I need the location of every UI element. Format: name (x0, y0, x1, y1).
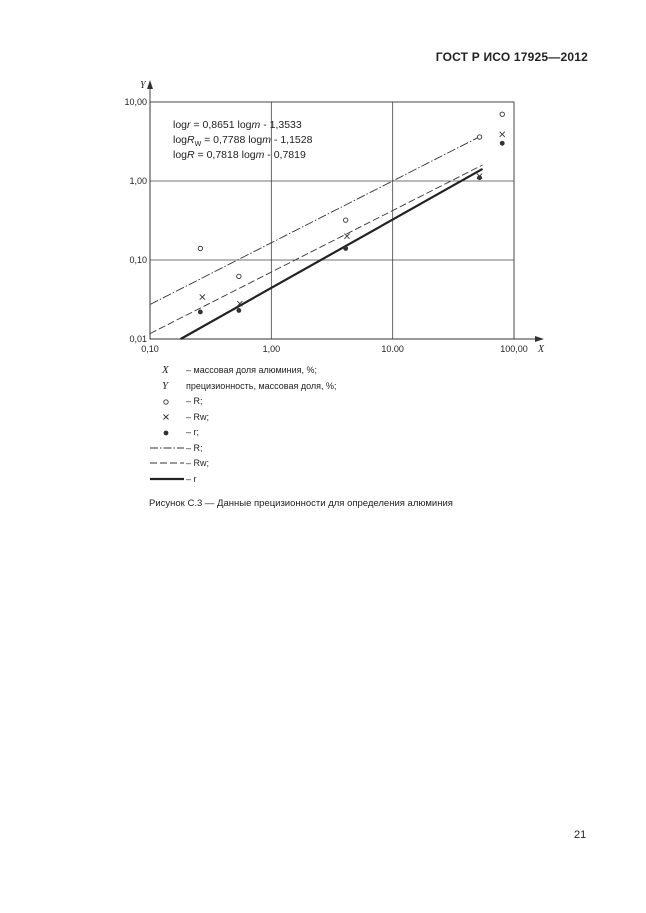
figure-caption: Рисунок С.3 — Данные прецизионности для определения алюминия (149, 498, 453, 509)
y-tick-label: 0,10 (129, 255, 147, 265)
legend-row-y (150, 379, 337, 395)
cross-icon (150, 413, 186, 421)
legend-row-open-circle (150, 394, 337, 410)
open-circle-point (198, 246, 202, 250)
y-axis-label: Y (140, 80, 146, 91)
cross-point (344, 234, 349, 239)
legend-row-dashdot (150, 441, 337, 457)
y-tick-label: 0,01 (129, 334, 147, 344)
chart-legend (150, 363, 337, 487)
filled-circle-point (343, 246, 348, 251)
legend-text-r-lower: – r; (186, 427, 200, 437)
open-circle-point (477, 135, 481, 139)
legend-row-cross (150, 410, 337, 426)
x-axis-label: X (538, 344, 545, 355)
legend-text-r-upper: – R; (186, 396, 203, 406)
legend-text-y: прецизионность, массовая доля, %; (186, 380, 337, 391)
filled-circle-icon (150, 429, 186, 437)
legend-row-x (150, 363, 337, 379)
open-circle-icon (150, 398, 186, 406)
legend-row-filled-circle (150, 425, 337, 441)
filled-circle-point (477, 175, 482, 180)
legend-text-r-lower-line: – r (186, 473, 197, 484)
page-number: 21 (574, 829, 587, 841)
equations (173, 119, 313, 161)
legend-text-rw-line: – Rw; (186, 458, 210, 468)
cross-point (200, 294, 205, 299)
legend-row-dashed (150, 456, 337, 472)
open-circle-point (343, 218, 347, 222)
open-circle-point (500, 112, 504, 116)
x-tick-label: 1,00 (262, 344, 281, 354)
dash-dot-line-icon (150, 441, 186, 457)
x-tick-label: 10.00 (381, 344, 404, 354)
thick-line-icon (150, 472, 186, 488)
x-tick-label: 0,10 (141, 344, 159, 354)
filled-circle-point (198, 310, 203, 315)
dashed-line-icon (150, 456, 186, 472)
regression-equation: logR = 0,7818 logm - 0,7819 (173, 149, 306, 161)
filled-circle-point (500, 141, 505, 146)
open-circle-point (237, 274, 241, 278)
precision-chart (0, 0, 646, 360)
y-axis-arrow-icon (147, 80, 153, 89)
legend-text-x: – массовая доля алюминия, %; (186, 365, 318, 375)
x-tick-label: 100,00 (500, 344, 528, 354)
regression-equation: logR$_W$ = 0,7788 logm - 1,1528 (173, 134, 313, 148)
legend-text-r-line: – R; (186, 442, 203, 453)
legend-symbol-y: Y (162, 379, 169, 392)
legend-text-rw: – Rw; (186, 411, 210, 422)
y-tick-label: 10,00 (124, 97, 147, 107)
filled-circle-point (236, 308, 241, 313)
fit-line-thick (181, 169, 483, 339)
legend-row-thick (150, 472, 337, 488)
cross-point (500, 132, 505, 137)
legend-symbol-x: X (162, 364, 169, 376)
standard-header: ГОСТ Р ИСО 17925—2012 (435, 50, 588, 64)
x-axis-arrow-icon (535, 336, 544, 342)
regression-equation: logr = 0,8651 logm - 1,3533 (173, 119, 302, 131)
fit-lines (150, 135, 482, 339)
y-tick-label: 1,00 (129, 176, 147, 186)
